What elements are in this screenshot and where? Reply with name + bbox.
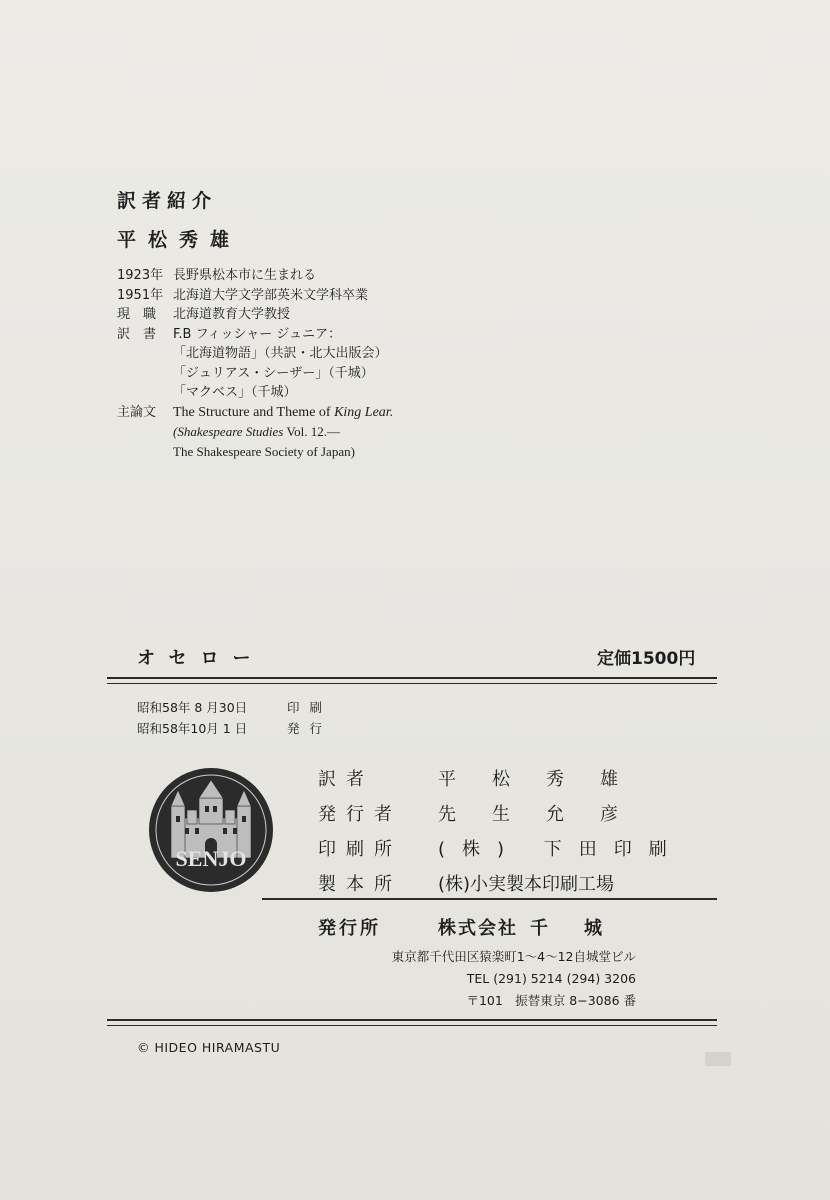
translator-profile: [117, 186, 537, 461]
issue-label: 発行: [287, 721, 333, 736]
publisher-contact: [354, 946, 636, 1012]
credit-name: (株) 下田印刷: [438, 838, 684, 860]
copyright-notice: © HIDEO HIRAMASTU: [137, 1040, 281, 1055]
credit-role: 訳者: [318, 768, 374, 790]
issue-date-row: [137, 718, 332, 739]
seal-text: SENJO: [175, 846, 247, 871]
publisher-block: [318, 912, 638, 942]
thesis-title-italic: King Lear.: [334, 404, 394, 420]
double-rule-bottom-lower: [107, 1025, 717, 1026]
publisher-role: 発行所: [318, 918, 381, 939]
translation-item: 「ジュリアス・シーザー」（千城）: [173, 365, 374, 381]
credit-role: 製本所: [318, 873, 402, 895]
issue-date: 昭和58年10月 1 日: [137, 721, 248, 736]
profile-label: 1923年: [117, 268, 164, 283]
credit-name: (株)小実製本印刷工場: [438, 873, 615, 895]
profile-label: 1951年: [117, 287, 164, 303]
credit-name: 平松秀雄: [438, 768, 654, 790]
bleed-through-text: [700, 140, 731, 168]
double-rule-bottom-upper: [107, 1019, 717, 1021]
thesis-line-3: The Shakespeare Society of Japan): [173, 443, 355, 459]
thesis-line-1: [173, 403, 537, 423]
thesis-line-2: [117, 422, 537, 442]
profile-value: 北海道大学文学部英米文学科卒業: [173, 287, 369, 303]
section-rule: [262, 898, 717, 900]
translation-item: 「北海道物語」（共訳・北大出版会）: [173, 346, 388, 361]
publication-dates: [137, 697, 332, 739]
credit-row-printer: [318, 830, 684, 865]
credit-row-translator: [318, 760, 684, 795]
credit-role: 印刷所: [318, 838, 402, 860]
profile-row-thesis: [117, 403, 537, 423]
double-rule-upper: [107, 677, 717, 679]
profile-value: 長野県松本市に生まれる: [173, 268, 317, 283]
profile-label: 主論文: [117, 404, 157, 420]
publisher-name: 株式会社: [438, 918, 518, 939]
publisher-postal-account: 〒101 振替東京 8−3086 番: [466, 993, 636, 1008]
publisher-address: 東京都千代田区猿楽町1〜4〜12自城堂ビル: [391, 949, 636, 964]
profile-value: F.B フィッシャー ジュニア：: [173, 326, 342, 342]
profile-label: 現 職: [117, 307, 157, 322]
credit-role: 発行者: [318, 803, 402, 825]
credit-name: 先生允彦: [438, 803, 654, 825]
book-price: 定価1500円: [597, 649, 696, 669]
publisher-brand: 千城: [530, 918, 638, 939]
translator-name: 平松秀雄: [117, 229, 242, 251]
publisher-row: [318, 912, 638, 942]
thesis-title: The Structure and Theme of: [173, 404, 335, 420]
profile-row-birth: [117, 266, 537, 286]
profile-heading: 訳者紹介: [117, 190, 218, 212]
bleed-through-mark: [705, 1052, 731, 1066]
credit-row-publisher: [318, 795, 684, 830]
double-rule-lower: [107, 683, 717, 684]
profile-row-translations: [117, 325, 537, 345]
profile-value: 北海道教育大学教授: [173, 307, 291, 322]
credits-list: [318, 760, 684, 900]
translation-item: 「マクベス」（千城）: [173, 385, 297, 400]
journal-name: (Shakespeare Studies: [173, 424, 284, 439]
profile-row-position: [117, 305, 537, 325]
print-label: 印刷: [287, 700, 333, 715]
print-date-row: [137, 697, 332, 718]
credit-row-binder: [318, 865, 684, 900]
profile-label: 訳 書: [117, 326, 157, 342]
publisher-seal-logo: [147, 766, 275, 894]
journal-volume: Vol. 12.—: [283, 424, 340, 439]
publisher-phone: TEL (291) 5214 (294) 3206: [466, 971, 636, 986]
print-date: 昭和58年 8 月30日: [137, 700, 248, 715]
book-title: オセロー: [137, 648, 265, 669]
profile-row-education: [117, 286, 537, 306]
